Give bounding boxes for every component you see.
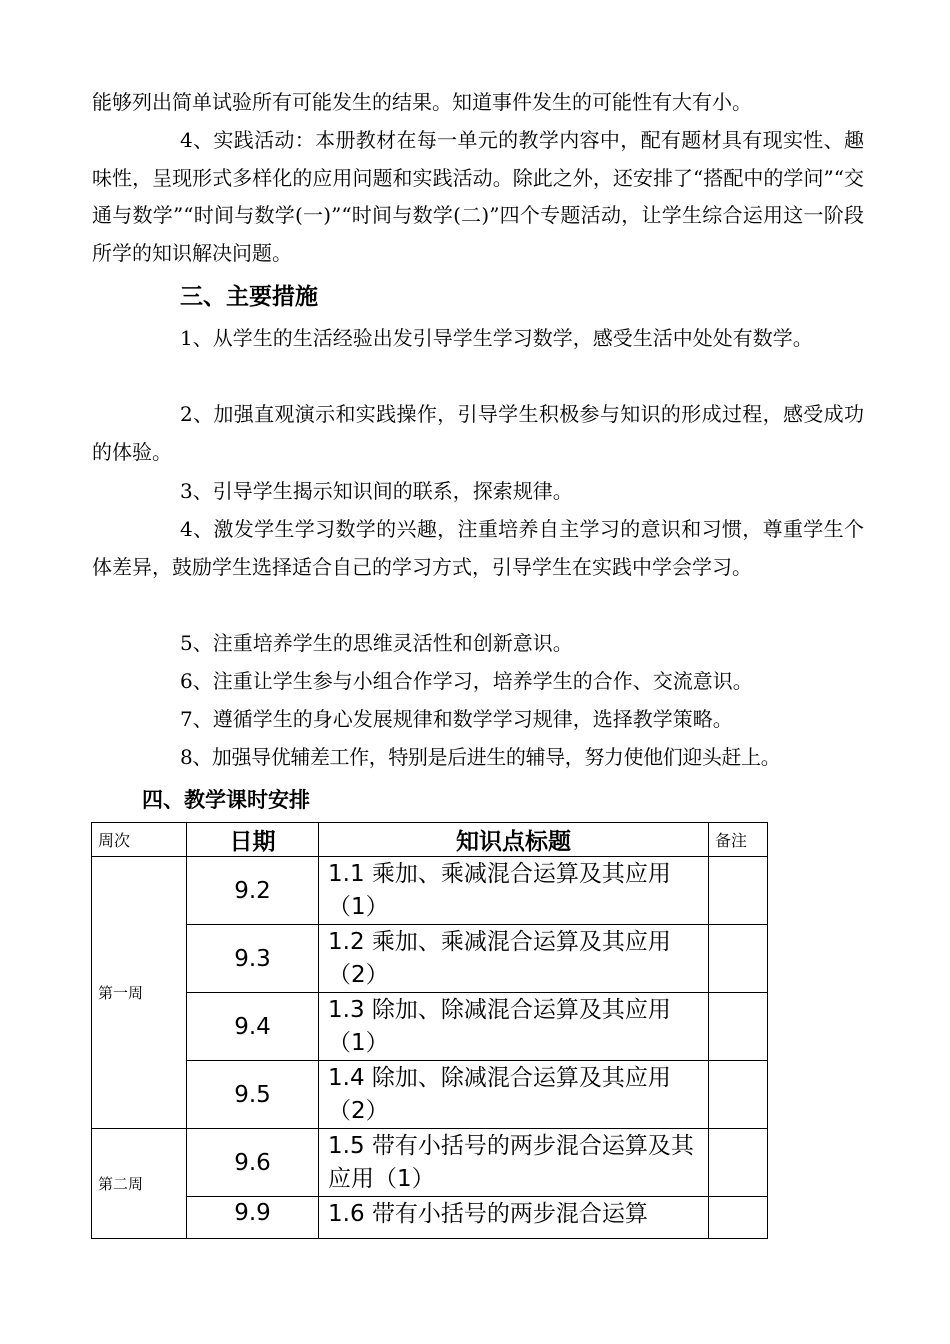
note-cell: [709, 1129, 768, 1197]
measure-item-4: 4、激发学生学习数学的兴趣，注重培养自主学习的意识和习惯，尊重学生个体差异，鼓励学生选择适合自己的学习方式，引导学生在实践中学会学习。: [92, 517, 864, 579]
measure-item-5: 5、注重培养学生的思维灵活性和创新意识。: [180, 631, 573, 655]
date-cell: 9.3: [187, 925, 319, 993]
measure-item-1: 1、从学生的生活经验出发引导学生学习数学，感受生活中处处有数学。: [180, 326, 813, 350]
measure-item-2: 2、加强直观演示和实践操作，引导学生积极参与知识的形成过程，感受成功的体验。: [92, 402, 864, 464]
note-cell: [709, 1061, 768, 1129]
table-row: [92, 925, 768, 993]
topic-cell: 1.1 乘加、乘减混合运算及其应用（1）: [319, 857, 709, 925]
date-cell: 9.5: [187, 1061, 319, 1129]
paragraph-practice-activities: 4、实践活动：本册教材在每一单元的教学内容中，配有题材具有现实性、趣味性，呈现形式多样化的应用问题和实践活动。除此之外，还安排了“搭配中的学问”“交通与数学”“时间与数学(一)”“时间与数学(二)”四个专题活动，让学生综合运用这一阶段所学的知识解决问题。: [92, 128, 864, 265]
note-cell: [709, 857, 768, 925]
date-cell: 9.4: [187, 993, 319, 1061]
week-cell: 第一周: [92, 857, 187, 1129]
header-week: 周次: [92, 823, 187, 857]
table-row: [92, 857, 768, 925]
date-cell: 9.2: [187, 857, 319, 925]
header-date: 日期: [187, 823, 319, 857]
table-row: [92, 993, 768, 1061]
topic-cell: 1.4 除加、除减混合运算及其应用（2）: [319, 1061, 709, 1129]
section-heading-measures: 三、主要措施: [180, 284, 318, 310]
note-cell: [709, 925, 768, 993]
measure-item-7: 7、遵循学生的身心发展规律和数学学习规律，选择教学策略。: [180, 707, 733, 731]
note-cell: [709, 993, 768, 1061]
table-header-row: [92, 823, 768, 857]
table-row: [92, 1129, 768, 1197]
header-note: 备注: [709, 823, 768, 857]
section-heading-schedule: 四、教学课时安排: [142, 788, 310, 812]
measure-item-8: 8、加强导优辅差工作，特别是后进生的辅导，努力使他们迎头赶上。: [180, 745, 781, 769]
topic-cell: 1.3 除加、除减混合运算及其应用（1）: [319, 993, 709, 1061]
measure-item-3: 3、引导学生揭示知识间的联系，探索规律。: [180, 479, 573, 503]
date-cell: 9.9: [187, 1197, 319, 1239]
date-cell: 9.6: [187, 1129, 319, 1197]
table-row: [92, 1197, 768, 1239]
topic-cell: 1.5 带有小括号的两步混合运算及其应用（1）: [319, 1129, 709, 1197]
schedule-table: [91, 822, 768, 1239]
paragraph-continuation: 能够列出简单试验所有可能发生的结果。知道事件发生的可能性有大有小。: [92, 90, 752, 114]
table-row: [92, 1061, 768, 1129]
measure-item-6: 6、注重让学生参与小组合作学习，培养学生的合作、交流意识。: [180, 669, 753, 693]
note-cell: [709, 1197, 768, 1239]
header-topic: 知识点标题: [319, 823, 709, 857]
topic-cell: 1.6 带有小括号的两步混合运算: [319, 1197, 709, 1239]
topic-cell: 1.2 乘加、乘减混合运算及其应用（2）: [319, 925, 709, 993]
week-cell: 第二周: [92, 1129, 187, 1239]
